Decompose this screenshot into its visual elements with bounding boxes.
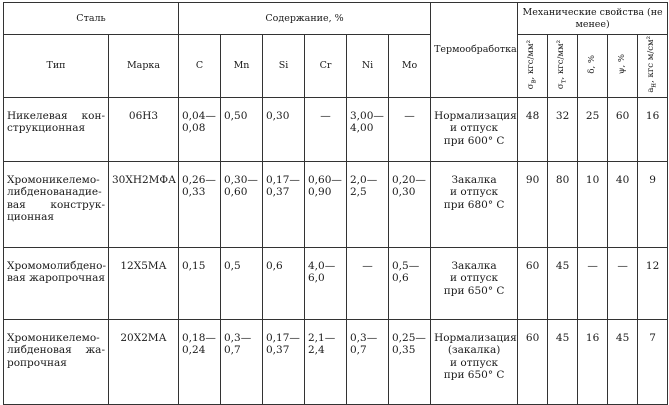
header-mechanical-properties: Механические свойства (не менее) xyxy=(518,3,668,35)
header-element-ni: Ni xyxy=(347,35,389,98)
content-mn: 0,3— 0,7 xyxy=(221,319,263,404)
reduction-of-area: 45 xyxy=(608,319,638,404)
content-si: 0,30 xyxy=(263,97,305,161)
content-ni: 2,0— 2,5 xyxy=(347,161,389,247)
steel-properties-table xyxy=(3,2,668,405)
reduction-of-area: — xyxy=(608,247,638,319)
steel-grade: 06Н3 xyxy=(109,97,179,161)
content-c: 0,18— 0,24 xyxy=(179,319,221,404)
reduction-of-area: 40 xyxy=(608,161,638,247)
tensile-strength: 60 xyxy=(518,319,548,404)
content-mo: 0,25— 0,35 xyxy=(389,319,431,404)
content-cr: — xyxy=(305,97,347,161)
steel-grade: 12Х5МА xyxy=(109,247,179,319)
content-cr: 4,0— 6,0 xyxy=(305,247,347,319)
header-element-si: Si xyxy=(263,35,305,98)
header-element-c: C xyxy=(179,35,221,98)
content-mn: 0,5 xyxy=(221,247,263,319)
table-row xyxy=(4,97,668,161)
heat-treatment: Закалка и отпуск при 680° С xyxy=(431,161,518,247)
heat-treatment: Закалка и отпуск при 650° С xyxy=(431,247,518,319)
elongation: 16 xyxy=(578,319,608,404)
elongation: 10 xyxy=(578,161,608,247)
heat-treatment: Нормализация (закалка) и отпуск при 650° С xyxy=(431,319,518,404)
steel-type: Хромоникелемо- либденовая жа- ропрочная xyxy=(4,319,109,404)
header-steel: Сталь xyxy=(4,3,179,35)
header-tensile-strength: $\sigma_в$, кгс/мм² xyxy=(518,35,548,98)
elongation: — xyxy=(578,247,608,319)
header-reduction-of-area: ψ, % xyxy=(608,35,638,98)
content-c: 0,26— 0,33 xyxy=(179,161,221,247)
tensile-strength: 90 xyxy=(518,161,548,247)
header-grade: Марка xyxy=(109,35,179,98)
tensile-strength: 48 xyxy=(518,97,548,161)
steel-grade: 20Х2МА xyxy=(109,319,179,404)
header-impact-toughness: $a_н$, кгс м/см² xyxy=(638,35,668,98)
header-type: Тип xyxy=(4,35,109,98)
content-mo: — xyxy=(389,97,431,161)
reduction-of-area: 60 xyxy=(608,97,638,161)
content-si: 0,6 xyxy=(263,247,305,319)
content-si: 0,17— 0,37 xyxy=(263,319,305,404)
content-ni: — xyxy=(347,247,389,319)
header-content: Содержание, % xyxy=(179,3,431,35)
yield-strength: 45 xyxy=(548,319,578,404)
content-si: 0,17— 0,37 xyxy=(263,161,305,247)
content-c: 0,04— 0,08 xyxy=(179,97,221,161)
yield-strength: 32 xyxy=(548,97,578,161)
header-heat-treatment: Термообработка xyxy=(431,3,518,98)
header-elongation: δ, % xyxy=(578,35,608,98)
content-mn: 0,50 xyxy=(221,97,263,161)
table-row xyxy=(4,319,668,404)
header-element-cr: Cr xyxy=(305,35,347,98)
steel-type: Хромомолибдено- вая жаропрочная xyxy=(4,247,109,319)
table-row xyxy=(4,247,668,319)
elongation: 25 xyxy=(578,97,608,161)
yield-strength: 45 xyxy=(548,247,578,319)
steel-type: Никелевая кон- струкционная xyxy=(4,97,109,161)
content-c: 0,15 xyxy=(179,247,221,319)
impact-toughness: 16 xyxy=(638,97,668,161)
content-ni: 0,3— 0,7 xyxy=(347,319,389,404)
impact-toughness: 12 xyxy=(638,247,668,319)
content-ni: 3,00— 4,00 xyxy=(347,97,389,161)
content-mo: 0,20— 0,30 xyxy=(389,161,431,247)
header-element-mn: Mn xyxy=(221,35,263,98)
header-yield-strength: $\sigma_т$, кгс/мм² xyxy=(548,35,578,98)
content-mn: 0,30— 0,60 xyxy=(221,161,263,247)
impact-toughness: 7 xyxy=(638,319,668,404)
content-mo: 0,5— 0,6 xyxy=(389,247,431,319)
heat-treatment: Нормализация и отпуск при 600° С xyxy=(431,97,518,161)
content-cr: 0,60— 0,90 xyxy=(305,161,347,247)
impact-toughness: 9 xyxy=(638,161,668,247)
header-element-mo: Mo xyxy=(389,35,431,98)
yield-strength: 80 xyxy=(548,161,578,247)
tensile-strength: 60 xyxy=(518,247,548,319)
content-cr: 2,1— 2,4 xyxy=(305,319,347,404)
steel-type: Хромоникелемо- либденованадие- вая конструк- ционная xyxy=(4,161,109,247)
steel-grade: 30ХН2МФА xyxy=(109,161,179,247)
table-row xyxy=(4,161,668,247)
